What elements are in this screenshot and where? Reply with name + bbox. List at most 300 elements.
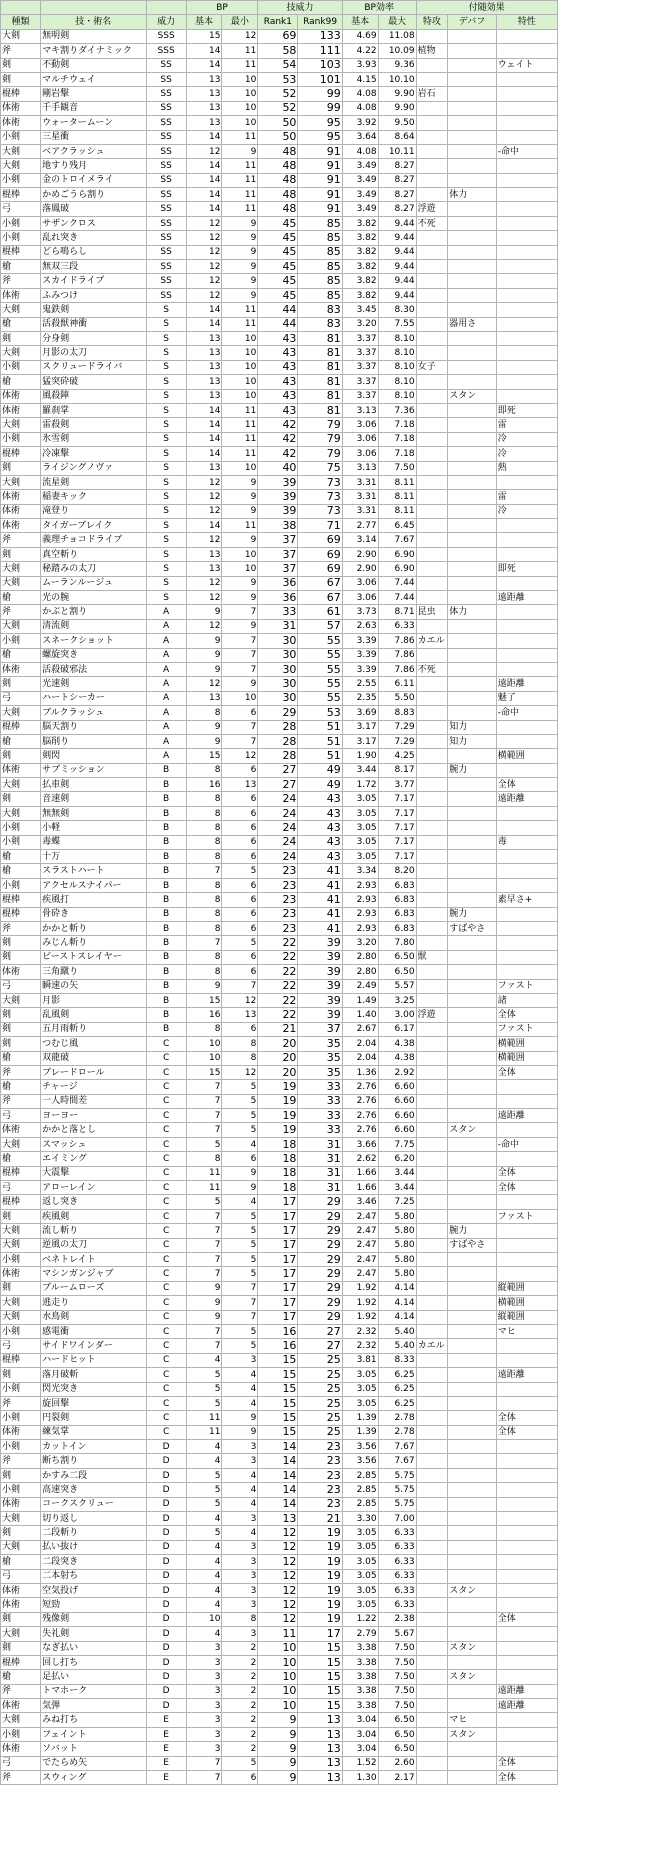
cell-power-rank: S: [146, 504, 186, 518]
table-row: [1, 634, 558, 648]
cell-special-attack: [416, 418, 448, 432]
cell-trait: 横範囲: [496, 1051, 557, 1065]
cell-eff-base: 3.05: [342, 821, 378, 835]
cell-bp-min: 10: [222, 461, 258, 475]
cell-special-attack: [416, 144, 448, 158]
cell-power-rank: C: [146, 1252, 186, 1266]
cell-trait: [496, 231, 557, 245]
cell-debuff: [448, 1051, 497, 1065]
table-row: [1, 44, 558, 58]
table-row: [1, 562, 558, 576]
cell-bp-base: 7: [186, 936, 222, 950]
cell-power-rank: S: [146, 562, 186, 576]
cell-rank99: 51: [298, 734, 342, 748]
table-row: [1, 1468, 558, 1482]
cell-rank99: 39: [298, 1008, 342, 1022]
cell-bp-base: 7: [186, 1109, 222, 1123]
cell-debuff: [448, 1540, 497, 1554]
cell-eff-base: 2.93: [342, 922, 378, 936]
cell-debuff: [448, 418, 497, 432]
cell-special-attack: 浮遊: [416, 202, 448, 216]
cell-rank99: 21: [298, 1512, 342, 1526]
cell-rank1: 44: [258, 317, 298, 331]
table-row: [1, 864, 558, 878]
table-row: [1, 706, 558, 720]
cell-special-attack: [416, 188, 448, 202]
table-row: [1, 1152, 558, 1166]
cell-power-rank: B: [146, 922, 186, 936]
cell-power-rank: C: [146, 1353, 186, 1367]
cell-rank1: 69: [258, 29, 298, 43]
cell-rank1: 52: [258, 87, 298, 101]
cell-bp-base: 4: [186, 1598, 222, 1612]
cell-power-rank: C: [146, 1411, 186, 1425]
cell-type: 大剣: [1, 159, 41, 173]
cell-rank99: 29: [298, 1281, 342, 1295]
cell-bp-base: 13: [186, 691, 222, 705]
cell-rank1: 45: [258, 274, 298, 288]
cell-skill-name: みじん斬り: [41, 936, 146, 950]
cell-skill-name: 足払い: [41, 1670, 146, 1684]
cell-power-rank: D: [146, 1440, 186, 1454]
cell-type: 剣: [1, 1526, 41, 1540]
cell-skill-name: 脳天割り: [41, 720, 146, 734]
cell-debuff: [448, 260, 497, 274]
cell-eff-base: 4.08: [342, 101, 378, 115]
cell-bp-base: 7: [186, 1209, 222, 1223]
cell-type: 小剣: [1, 1252, 41, 1266]
cell-power-rank: SS: [146, 58, 186, 72]
cell-eff-max: 7.44: [378, 591, 416, 605]
cell-power-rank: SS: [146, 72, 186, 86]
cell-type: 体術: [1, 504, 41, 518]
cell-trait: [496, 260, 557, 274]
cell-bp-min: 12: [222, 993, 258, 1007]
cell-eff-base: 2.47: [342, 1224, 378, 1238]
cell-rank1: 36: [258, 576, 298, 590]
cell-eff-base: 3.37: [342, 360, 378, 374]
table-row: [1, 1368, 558, 1382]
cell-power-rank: SS: [146, 173, 186, 187]
table-row: [1, 533, 558, 547]
cell-rank99: 29: [298, 1252, 342, 1266]
cell-eff-max: 9.36: [378, 58, 416, 72]
cell-debuff: 体力: [448, 605, 497, 619]
cell-rank99: 55: [298, 691, 342, 705]
cell-special-attack: [416, 1123, 448, 1137]
cell-power-rank: A: [146, 691, 186, 705]
cell-special-attack: [416, 1468, 448, 1482]
table-row: [1, 922, 558, 936]
cell-power-rank: C: [146, 1166, 186, 1180]
cell-trait: [496, 519, 557, 533]
cell-special-attack: [416, 648, 448, 662]
cell-bp-min: 9: [222, 475, 258, 489]
cell-eff-max: 11.08: [378, 29, 416, 43]
cell-type: 小剣: [1, 216, 41, 230]
cell-bp-base: 13: [186, 101, 222, 115]
cell-bp-base: 16: [186, 1008, 222, 1022]
cell-trait: [496, 303, 557, 317]
cell-eff-base: 3.05: [342, 1583, 378, 1597]
cell-bp-min: 8: [222, 1612, 258, 1626]
cell-bp-min: 5: [222, 1324, 258, 1338]
cell-power-rank: D: [146, 1627, 186, 1641]
cell-skill-name: みね打ち: [41, 1713, 146, 1727]
cell-eff-base: 3.92: [342, 116, 378, 130]
cell-eff-base: 3.04: [342, 1713, 378, 1727]
cell-bp-min: 2: [222, 1699, 258, 1713]
cell-eff-max: 6.83: [378, 907, 416, 921]
cell-debuff: 知力: [448, 720, 497, 734]
cell-bp-min: 4: [222, 1396, 258, 1410]
cell-type: 大剣: [1, 576, 41, 590]
table-row: [1, 1339, 558, 1353]
cell-power-rank: B: [146, 965, 186, 979]
cell-power-rank: D: [146, 1540, 186, 1554]
table-row: [1, 950, 558, 964]
cell-rank99: 39: [298, 936, 342, 950]
cell-rank99: 61: [298, 605, 342, 619]
cell-bp-base: 8: [186, 1022, 222, 1036]
cell-rank99: 69: [298, 562, 342, 576]
cell-bp-min: 8: [222, 1037, 258, 1051]
table-row: [1, 907, 558, 921]
cell-skill-name: 双龍破: [41, 1051, 146, 1065]
table-row: [1, 130, 558, 144]
cell-trait: [496, 101, 557, 115]
cell-eff-max: 5.50: [378, 691, 416, 705]
table-row: [1, 1497, 558, 1511]
cell-trait: [496, 734, 557, 748]
cell-bp-base: 14: [186, 44, 222, 58]
cell-skill-name: 光の腕: [41, 591, 146, 605]
cell-rank99: 95: [298, 116, 342, 130]
cell-rank99: 19: [298, 1526, 342, 1540]
cell-eff-max: 4.38: [378, 1037, 416, 1051]
cell-power-rank: B: [146, 907, 186, 921]
cell-rank99: 31: [298, 1181, 342, 1195]
cell-power-rank: D: [146, 1612, 186, 1626]
cell-rank99: 23: [298, 1497, 342, 1511]
col-header-eff-base: 基本: [342, 15, 378, 29]
cell-skill-name: 義理チョコドライブ: [41, 533, 146, 547]
cell-skill-name: サイドワインダー: [41, 1339, 146, 1353]
table-row: [1, 1224, 558, 1238]
table-row: [1, 1641, 558, 1655]
cell-skill-name: ふみつけ: [41, 288, 146, 302]
cell-trait: [496, 619, 557, 633]
cell-special-attack: [416, 58, 448, 72]
cell-power-rank: D: [146, 1569, 186, 1583]
cell-special-attack: [416, 519, 448, 533]
cell-bp-min: 6: [222, 965, 258, 979]
cell-eff-base: 1.92: [342, 1281, 378, 1295]
cell-type: 剣: [1, 1008, 41, 1022]
table-row: [1, 1109, 558, 1123]
table-row: [1, 1454, 558, 1468]
cell-bp-min: 4: [222, 1382, 258, 1396]
cell-trait: [496, 44, 557, 58]
cell-trait: [496, 605, 557, 619]
cell-type: 小剣: [1, 634, 41, 648]
cell-trait: 魅了: [496, 691, 557, 705]
cell-bp-min: 9: [222, 245, 258, 259]
cell-eff-max: 5.80: [378, 1238, 416, 1252]
cell-trait: [496, 288, 557, 302]
header-group-blank-power: [146, 1, 186, 15]
col-header-power: 威力: [146, 15, 186, 29]
table-row: [1, 403, 558, 417]
cell-trait: [496, 1440, 557, 1454]
cell-power-rank: D: [146, 1555, 186, 1569]
cell-special-attack: [416, 1396, 448, 1410]
cell-rank1: 28: [258, 734, 298, 748]
cell-rank1: 45: [258, 231, 298, 245]
cell-rank99: 91: [298, 188, 342, 202]
cell-rank99: 25: [298, 1411, 342, 1425]
col-header-name: 技・術名: [41, 15, 146, 29]
cell-eff-max: 8.10: [378, 360, 416, 374]
cell-trait: [496, 922, 557, 936]
cell-special-attack: [416, 533, 448, 547]
cell-power-rank: SS: [146, 231, 186, 245]
cell-rank1: 38: [258, 519, 298, 533]
cell-power-rank: S: [146, 418, 186, 432]
cell-eff-base: 3.38: [342, 1670, 378, 1684]
cell-trait: 遠距離: [496, 1368, 557, 1382]
cell-trait: [496, 389, 557, 403]
cell-rank1: 18: [258, 1152, 298, 1166]
cell-eff-base: 2.76: [342, 1094, 378, 1108]
cell-rank1: 14: [258, 1440, 298, 1454]
cell-bp-min: 9: [222, 1181, 258, 1195]
cell-type: 小剣: [1, 1440, 41, 1454]
cell-skill-name: ブレードロール: [41, 1065, 146, 1079]
cell-bp-base: 3: [186, 1684, 222, 1698]
cell-power-rank: A: [146, 619, 186, 633]
cell-bp-min: 9: [222, 677, 258, 691]
cell-rank99: 67: [298, 576, 342, 590]
cell-type: 大剣: [1, 1296, 41, 1310]
cell-rank1: 19: [258, 1094, 298, 1108]
cell-eff-base: 2.93: [342, 878, 378, 892]
cell-debuff: [448, 1166, 497, 1180]
cell-eff-max: 6.60: [378, 1094, 416, 1108]
cell-eff-max: 8.27: [378, 159, 416, 173]
cell-special-attack: [416, 1310, 448, 1324]
cell-eff-base: 2.85: [342, 1483, 378, 1497]
cell-bp-min: 5: [222, 1756, 258, 1770]
cell-special-attack: 不死: [416, 216, 448, 230]
cell-bp-min: 4: [222, 1497, 258, 1511]
cell-rank99: 81: [298, 331, 342, 345]
cell-power-rank: C: [146, 1324, 186, 1338]
cell-type: 体術: [1, 1742, 41, 1756]
cell-type: 棍棒: [1, 188, 41, 202]
cell-skill-name: 乱風剣: [41, 1008, 146, 1022]
cell-eff-max: 8.10: [378, 331, 416, 345]
cell-skill-name: アクセルスナイパー: [41, 878, 146, 892]
cell-type: 小剣: [1, 835, 41, 849]
cell-eff-max: 6.33: [378, 1598, 416, 1612]
cell-bp-min: 7: [222, 1281, 258, 1295]
cell-eff-base: 1.30: [342, 1771, 378, 1785]
cell-eff-base: 1.92: [342, 1296, 378, 1310]
cell-rank1: 17: [258, 1281, 298, 1295]
cell-type: 体術: [1, 1598, 41, 1612]
cell-skill-name: 真空斬り: [41, 547, 146, 561]
cell-rank99: 55: [298, 648, 342, 662]
cell-debuff: [448, 965, 497, 979]
cell-rank99: 101: [298, 72, 342, 86]
cell-bp-base: 7: [186, 1224, 222, 1238]
cell-debuff: [448, 116, 497, 130]
cell-rank99: 35: [298, 1051, 342, 1065]
cell-eff-max: 7.50: [378, 1641, 416, 1655]
cell-bp-min: 10: [222, 346, 258, 360]
cell-bp-base: 3: [186, 1699, 222, 1713]
cell-bp-min: 10: [222, 389, 258, 403]
cell-trait: [496, 864, 557, 878]
cell-eff-max: 4.25: [378, 749, 416, 763]
cell-skill-name: ヨーヨー: [41, 1109, 146, 1123]
cell-skill-name: マシンガンジャブ: [41, 1267, 146, 1281]
table-row: [1, 591, 558, 605]
cell-bp-min: 9: [222, 591, 258, 605]
cell-eff-base: 3.30: [342, 1512, 378, 1526]
cell-eff-base: 2.79: [342, 1627, 378, 1641]
cell-power-rank: S: [146, 475, 186, 489]
cell-type: 体術: [1, 403, 41, 417]
cell-special-attack: [416, 1598, 448, 1612]
cell-bp-base: 13: [186, 331, 222, 345]
cell-power-rank: D: [146, 1454, 186, 1468]
cell-bp-min: 6: [222, 893, 258, 907]
cell-power-rank: D: [146, 1699, 186, 1713]
cell-bp-min: 5: [222, 1109, 258, 1123]
cell-eff-base: 3.66: [342, 1137, 378, 1151]
cell-type: 弓: [1, 1569, 41, 1583]
cell-eff-base: 3.34: [342, 864, 378, 878]
cell-eff-base: 3.49: [342, 188, 378, 202]
cell-bp-min: 7: [222, 662, 258, 676]
cell-type: 棍棒: [1, 447, 41, 461]
table-row: [1, 1555, 558, 1569]
cell-eff-base: 3.38: [342, 1641, 378, 1655]
cell-bp-min: 5: [222, 1224, 258, 1238]
cell-type: 剣: [1, 792, 41, 806]
cell-bp-min: 7: [222, 979, 258, 993]
cell-bp-base: 5: [186, 1368, 222, 1382]
cell-bp-base: 14: [186, 317, 222, 331]
cell-trait: [496, 965, 557, 979]
table-row: [1, 662, 558, 676]
cell-rank99: 13: [298, 1771, 342, 1785]
cell-power-rank: C: [146, 1037, 186, 1051]
cell-eff-base: 2.93: [342, 893, 378, 907]
cell-special-attack: [416, 1353, 448, 1367]
cell-trait: [496, 130, 557, 144]
cell-rank1: 9: [258, 1742, 298, 1756]
cell-skill-name: ブルクラッシュ: [41, 706, 146, 720]
cell-special-attack: [416, 1022, 448, 1036]
cell-skill-name: 風殺陣: [41, 389, 146, 403]
cell-debuff: [448, 403, 497, 417]
cell-special-attack: [416, 1324, 448, 1338]
cell-rank1: 18: [258, 1181, 298, 1195]
cell-eff-max: 7.17: [378, 792, 416, 806]
cell-trait: [496, 173, 557, 187]
cell-eff-base: 3.82: [342, 260, 378, 274]
cell-bp-base: 12: [186, 533, 222, 547]
cell-eff-max: 9.90: [378, 101, 416, 115]
cell-rank99: 29: [298, 1209, 342, 1223]
cell-rank1: 24: [258, 821, 298, 835]
cell-bp-base: 8: [186, 763, 222, 777]
cell-eff-max: 3.44: [378, 1181, 416, 1195]
cell-bp-min: 4: [222, 1368, 258, 1382]
cell-bp-base: 9: [186, 720, 222, 734]
cell-skill-name: 剛岩撃: [41, 87, 146, 101]
cell-rank99: 103: [298, 58, 342, 72]
cell-rank1: 23: [258, 907, 298, 921]
cell-special-attack: [416, 706, 448, 720]
cell-special-attack: [416, 1152, 448, 1166]
cell-skill-name: エイミング: [41, 1152, 146, 1166]
cell-power-rank: B: [146, 936, 186, 950]
cell-special-attack: [416, 1641, 448, 1655]
cell-trait: [496, 720, 557, 734]
cell-rank99: 31: [298, 1137, 342, 1151]
cell-power-rank: C: [146, 1296, 186, 1310]
cell-bp-min: 11: [222, 403, 258, 417]
cell-type: 剣: [1, 1368, 41, 1382]
cell-skill-name: かすみ二段: [41, 1468, 146, 1482]
cell-debuff: [448, 1339, 497, 1353]
cell-rank1: 27: [258, 778, 298, 792]
cell-special-attack: [416, 260, 448, 274]
cell-rank1: 17: [258, 1195, 298, 1209]
cell-debuff: [448, 1281, 497, 1295]
cell-special-attack: [416, 1267, 448, 1281]
cell-eff-max: 3.44: [378, 1166, 416, 1180]
table-row: [1, 331, 558, 345]
cell-debuff: 体力: [448, 188, 497, 202]
cell-bp-base: 12: [186, 490, 222, 504]
cell-power-rank: SSS: [146, 44, 186, 58]
cell-eff-base: 4.15: [342, 72, 378, 86]
cell-eff-max: 8.64: [378, 130, 416, 144]
cell-power-rank: S: [146, 303, 186, 317]
cell-bp-base: 14: [186, 403, 222, 417]
cell-trait: [496, 245, 557, 259]
cell-power-rank: B: [146, 821, 186, 835]
cell-rank1: 12: [258, 1612, 298, 1626]
cell-rank1: 15: [258, 1396, 298, 1410]
cell-type: 体術: [1, 763, 41, 777]
cell-rank99: 67: [298, 591, 342, 605]
cell-eff-base: 3.06: [342, 432, 378, 446]
cell-skill-name: 旋回撃: [41, 1396, 146, 1410]
cell-bp-base: 11: [186, 1181, 222, 1195]
cell-special-attack: [416, 375, 448, 389]
cell-debuff: [448, 87, 497, 101]
cell-skill-name: ビーストスレイヤー: [41, 950, 146, 964]
cell-trait: 遠距離: [496, 677, 557, 691]
cell-skill-name: 短勁: [41, 1598, 146, 1612]
cell-rank1: 17: [258, 1252, 298, 1266]
